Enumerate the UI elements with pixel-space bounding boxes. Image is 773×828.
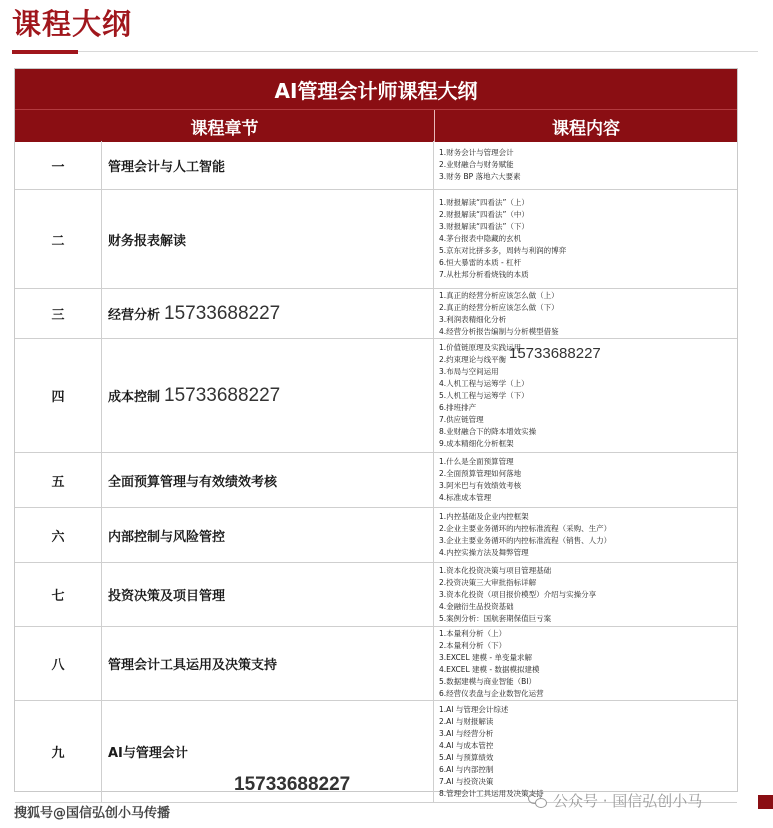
content-item: 1.价值链原理及实践运用 (439, 342, 522, 352)
phone-watermark: 15733688227 (164, 302, 281, 324)
chapter-title: 成本控制 (108, 390, 161, 405)
chapter-title-cell (102, 627, 434, 700)
content-item: 3.财报解读“四看法”（下） (439, 222, 529, 231)
content-item: 7.AI 与投资决策 (439, 776, 494, 786)
chapter-title-cell (102, 141, 434, 189)
table-row (15, 190, 737, 289)
chapter-title: 全面预算管理与有效绩效考核 (108, 474, 278, 490)
table-row (15, 289, 737, 339)
wechat-watermark-text: 公众号 · 国信弘创小马 (553, 792, 703, 810)
content-item: 4.金融衍生品投资基础 (439, 601, 514, 611)
content-cell (434, 339, 737, 452)
header-content: 课程内容 (552, 118, 620, 139)
header-chapter: 课程章节 (15, 110, 435, 142)
content-item: 1.真正的经营分析应该怎么做（上） (439, 290, 559, 300)
content-item: 8.管理会计工具运用及决策支持 (439, 788, 544, 798)
heading-accent-bar (12, 50, 78, 54)
content-item: 3.EXCEL 建模 - 单变量求解 (439, 652, 532, 662)
corner-accent (758, 795, 773, 809)
table-row (15, 141, 737, 190)
chapter-number: 五 (15, 453, 102, 507)
content-item: 1.什么是全面预算管理 (439, 457, 514, 466)
content-item: 3.企业主要业务循环的内控标准流程（销售、人力） (439, 536, 612, 545)
content-item: 4.人机工程与运筹学（上） (439, 378, 529, 388)
content-item: 1.资本化投资决策与项目管理基础 (439, 565, 552, 575)
content-item: 2.投资决策三大审批指标详解 (439, 577, 537, 587)
content-item: 2.本量利分析（下） (439, 640, 507, 650)
content-cell (434, 701, 737, 802)
table-row (15, 563, 737, 627)
content-item: 9.成本精细化分析框架 (439, 438, 514, 448)
content-item: 1.财务会计与管理会计 (439, 148, 514, 157)
chapter-number: 四 (15, 339, 102, 452)
content-cell (434, 141, 737, 189)
content-item: 3.AI 与经营分析 (439, 728, 494, 738)
phone-watermark: 15733688227 (509, 345, 601, 362)
chapter-title: 财务报表解读 (108, 233, 187, 249)
content-item: 6.经营仪表盘与企业数智化运营 (439, 688, 544, 698)
content-item: 5.数据建模与商业智能（BI） (439, 676, 537, 686)
content-item: 1.内控基础及企业内控框架 (439, 512, 529, 521)
content-item: 6.恒大暴雷的本质 - 杠杆 (439, 258, 522, 267)
content-item: 2.约束理论与线平衡 (439, 354, 507, 364)
table-row (15, 508, 737, 563)
sohu-watermark: 搜狐号@国信弘创小马传播 (14, 806, 171, 821)
chapter-title-cell (102, 190, 434, 288)
content-item: 3.资本化投资（项目报价模型）介绍与实操分享 (439, 589, 597, 599)
content-item: 3.布局与空间运用 (439, 366, 499, 376)
chapter-number: 七 (15, 563, 102, 626)
chapter-title-cell (102, 453, 434, 507)
table-header-row (15, 109, 737, 142)
content-item: 2.AI 与财报解读 (439, 716, 494, 726)
chapter-number: 二 (15, 190, 102, 288)
chapter-title-cell (102, 508, 434, 562)
content-item: 5.京东对比拼多多，周转与利润的博弈 (439, 246, 567, 255)
content-item: 3.阿米巴与有效绩效考核 (439, 481, 522, 490)
chapter-title-cell (102, 339, 434, 452)
content-cell (434, 627, 737, 700)
table-row (15, 627, 737, 701)
wechat-icon (528, 793, 548, 809)
wechat-watermark (528, 790, 702, 811)
content-item: 5.案例分析：国航套期保值巨亏案 (439, 613, 552, 623)
content-item: 2.企业主要业务循环的内控标准流程（采购、生产） (439, 524, 612, 533)
content-item: 4.EXCEL 建模 - 数据模拟建模 (439, 664, 540, 674)
content-item: 5.AI 与预算绩效 (439, 752, 494, 762)
content-item: 1.财报解读“四看法”（上） (439, 198, 529, 207)
chapter-title: 管理会计与人工智能 (108, 159, 226, 175)
content-item: 3.利润表精细化分析 (439, 314, 507, 324)
content-item: 4.茅台报表中隐藏的玄机 (439, 234, 522, 243)
chapter-number: 三 (15, 289, 102, 338)
content-cell (434, 563, 737, 626)
content-item: 2.全面预算管理如何落地 (439, 469, 522, 478)
phone-watermark: 15733688227 (234, 774, 351, 795)
content-item: 5.人机工程与运筹学（下） (439, 390, 529, 400)
content-item: 6.排班排产 (439, 402, 477, 412)
course-outline-table (14, 68, 738, 798)
phone-watermark: 15733688227 (164, 384, 281, 406)
content-item: 6.AI 与内部控制 (439, 764, 494, 774)
chapter-title: 管理会计工具运用及决策支持 (108, 658, 278, 673)
content-cell (434, 508, 737, 562)
table-body (15, 141, 737, 803)
chapter-title: AI与管理会计 (108, 746, 188, 761)
chapter-number: 九 (15, 701, 102, 802)
content-cell (434, 190, 737, 288)
content-item: 2.财报解读“四看法”（中） (439, 210, 529, 219)
content-item: 7.供应链管理 (439, 414, 484, 424)
table-title: AI管理会计师课程大纲 (15, 69, 737, 109)
content-item: 4.标准成本管理 (439, 493, 492, 502)
content-item: 7.从杜邦分析看烧钱的本质 (439, 270, 529, 279)
chapter-title: 投资决策及项目管理 (108, 589, 226, 604)
page-heading: 课程大纲 (12, 7, 133, 41)
content-item: 4.经营分析报告编制与分析模型借鉴 (439, 326, 559, 336)
content-item: 1.本量利分析（上） (439, 628, 507, 638)
content-item: 4.内控实操方法及舞弊管理 (439, 548, 529, 557)
chapter-title: 经营分析 (108, 308, 161, 323)
heading-divider (78, 51, 758, 52)
content-item: 2.真正的经营分析应该怎么做（下） (439, 302, 559, 312)
table-row (15, 339, 737, 453)
content-item: 8.业财融合下的降本增效实操 (439, 426, 537, 436)
content-item: 4.AI 与成本管控 (439, 740, 494, 750)
content-cell (434, 289, 737, 338)
chapter-title: 内部控制与风险管控 (108, 529, 226, 545)
chapter-title-cell (102, 289, 434, 338)
chapter-title-cell (102, 701, 434, 802)
table-row (15, 701, 737, 803)
chapter-number: 六 (15, 508, 102, 562)
content-item: 2.业财融合与财务赋能 (439, 160, 514, 169)
chapter-number: 八 (15, 627, 102, 700)
content-item: 1.AI 与管理会计综述 (439, 704, 509, 714)
content-item: 3.财务 BP 落地六大要素 (439, 172, 521, 181)
chapter-title-cell (102, 563, 434, 626)
chapter-number: 一 (15, 141, 102, 189)
content-cell (434, 453, 737, 507)
table-row (15, 453, 737, 508)
